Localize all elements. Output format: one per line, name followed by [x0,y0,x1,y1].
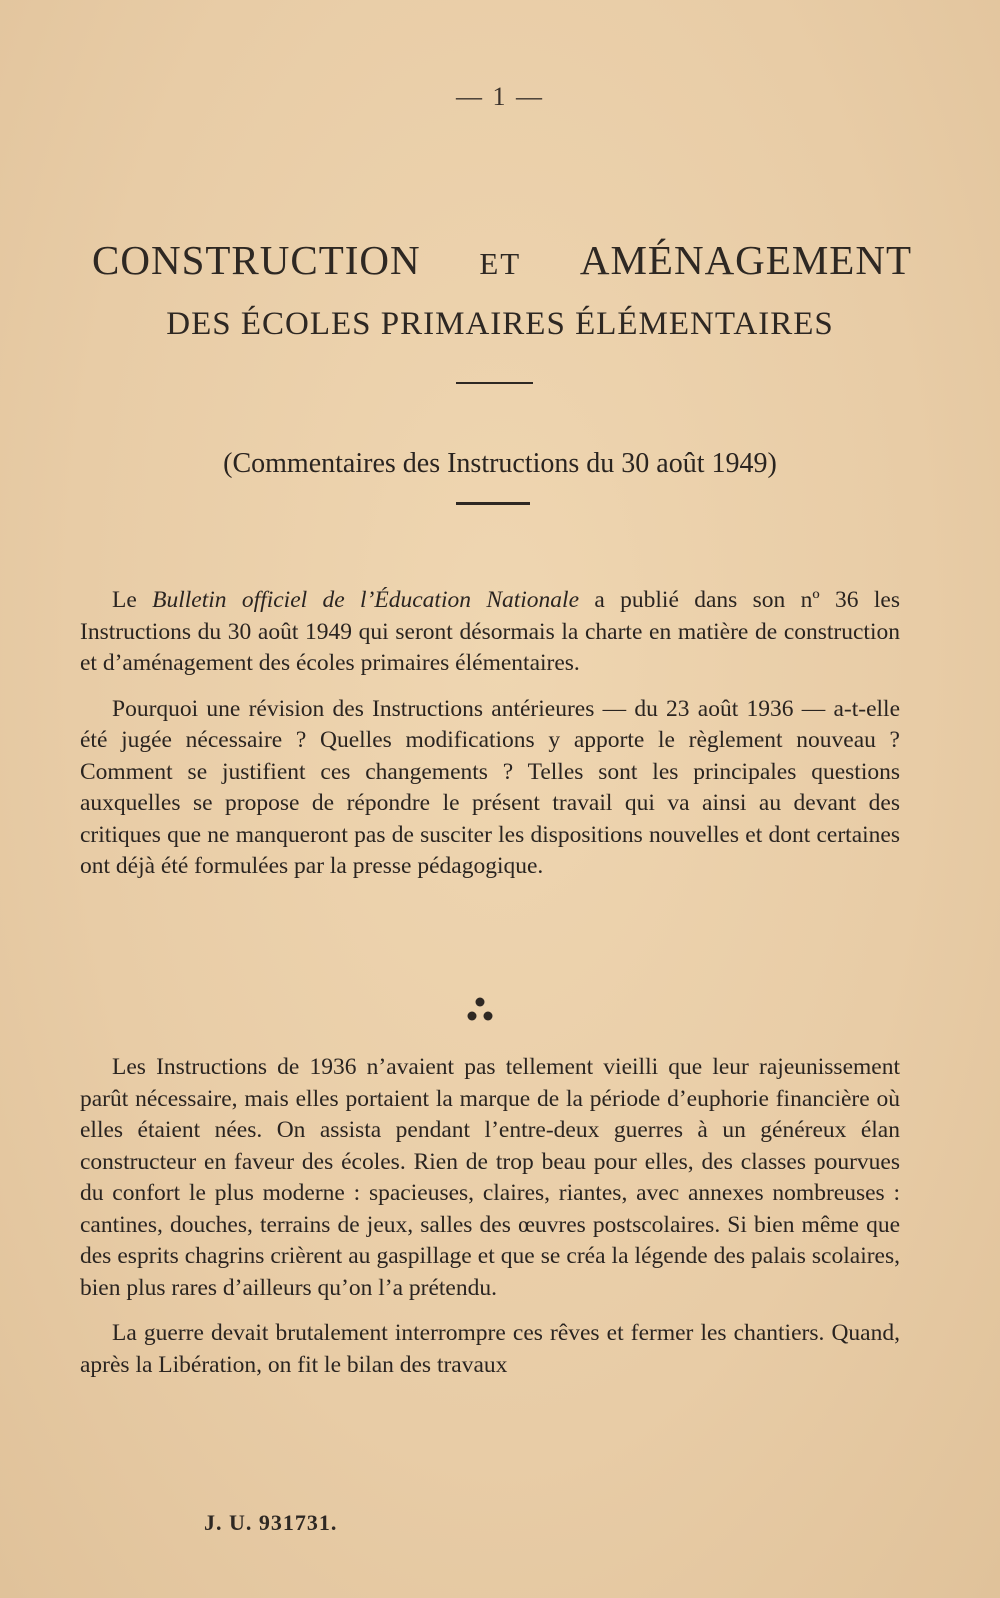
subtitle: (Commentaires des Instructions du 30 août 1949) [223,448,777,479]
paragraph-1 [80,585,900,680]
title-line-2: DES ÉCOLES PRIMAIRES ÉLÉMENTAIRES [166,306,834,342]
title-word-construction: CONSTRUCTION [92,237,421,283]
paragraph-4: La guerre devait brutalement interrompre ces rêves et fermer les chantiers. Quand, après la Libération, on fit le bilan des travaux [80,1320,900,1378]
intro-section [80,585,900,883]
title-divider [456,382,533,384]
title-word-amenagement: AMÉNAGEMENT [579,237,912,283]
paragraph-3: Les Instructions de 1936 n’avaient pas tellement vieilli que leur rajeunissement parût nécessaire, mais elles portaient la marque de la période d’euphorie financière où elles étaient nées. On assista pendant l’entre-deux guerres à un généreux élan constructeur en faveur des écoles. Rien de trop beau pour elles, des classes pourvues du confort le plus moderne : spacieuses, claires, riantes, avec annexes nombreuses : cantines, douches, terrains de jeux, salles des œuvres postscolaires. Si bien même que des esprits chagrins crièrent au gaspillage et que se créa la légende des palais scolaires, bien plus rares d’ailleurs qu’on l’a prétendu. [80,1054,900,1301]
paragraph-1-start: Le [112,587,153,613]
title-word-et: ET [479,246,522,281]
title-line-1 [92,236,912,284]
subtitle-divider [456,502,530,505]
paragraph-2: Pourquoi une révision des Instructions antérieures — du 23 août 1936 — a-t-elle été jugée nécessaire ? Quelles modifications y apporte le règlement nouveau ? Comment se justifient ces changements ? Telles sont les principales questions auxquelles se propose de répondre le présent travail qui va ainsi au devant des critiques que ne manqueront pas de susciter les dispositions nouvelles et dont certaines ont déjà été formulées par la presse pédagogique. [80,695,900,879]
asterism-ornament [460,992,500,1032]
main-section [80,1052,900,1381]
paragraph-1-end: a publié dans son nº 36 les Instructions du 30 août 1949 qui seront désormais la charte en matière de construction et d’aménagement des écoles primaires élémentaires. [80,587,900,676]
print-code: J. U. 931731. [204,1510,338,1535]
publication-title: Bulletin officiel de l’Éducation Nationale [152,587,580,613]
page-number: — 1 — [456,82,544,111]
